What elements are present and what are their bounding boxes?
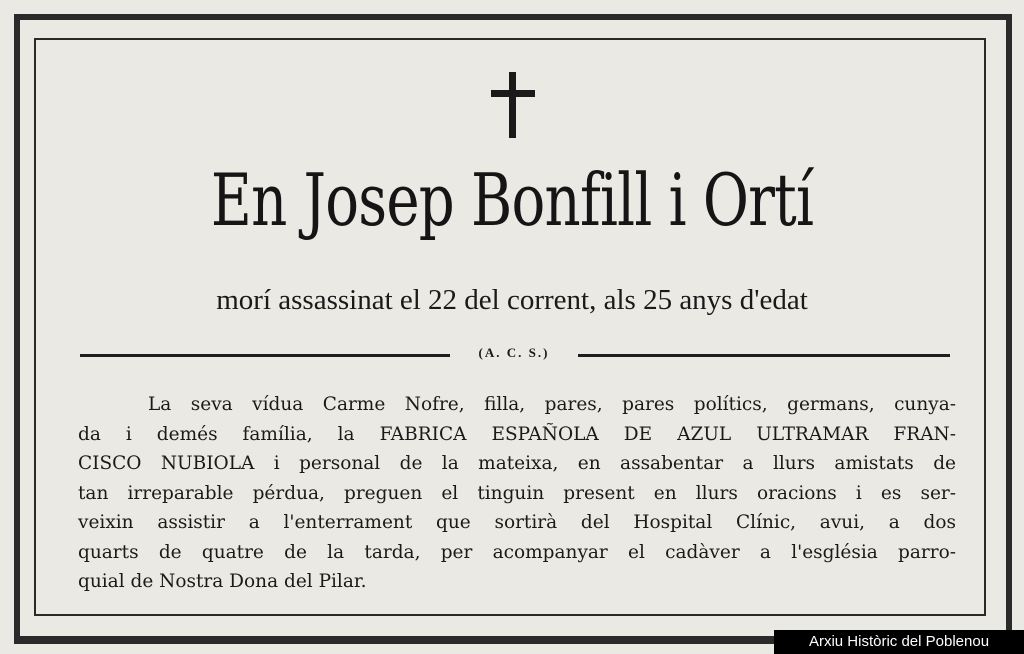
cross-horizontal-bar [491, 90, 535, 97]
deceased-name: En Josep Bonfill i Ortí [210, 158, 814, 242]
cross-vertical-bar [509, 72, 516, 138]
body-line: da i demés família, la FABRICA ESPAÑOLA DE AZUL ULTRAMAR FRAN- [78, 423, 956, 445]
death-announcement: morí assassinat el 22 del corrent, als 25 anys d'edat [216, 284, 808, 316]
body-line: quarts de quatre de la tarda, per acompanyar el cadàver a l'església parro- [78, 541, 956, 563]
body-line: tan irreparable pérdua, preguen el tinguin present en llurs oracions i es ser- [78, 482, 956, 504]
body-line: veixin assistir a l'enterrament que sortirà del Hospital Clínic, avui, a dos [78, 512, 956, 533]
divider-right [578, 354, 950, 357]
cross-icon [491, 72, 535, 138]
body-line: La seva vídua Carme Nofre, filla, pares, pares polítics, germans, cunya- [148, 394, 956, 415]
archive-watermark-label: Arxiu Històric del Poblenou [774, 630, 1024, 654]
body-line: quial de Nostra Dona del Pilar. [78, 571, 367, 592]
acs-abbreviation: (A. C. S.) [478, 345, 550, 360]
notice-body [78, 390, 956, 597]
divider-left [80, 354, 450, 357]
body-line: CISCO NUBIOLA i personal de la mateixa, en assabentar a llurs amistats de [78, 453, 956, 474]
